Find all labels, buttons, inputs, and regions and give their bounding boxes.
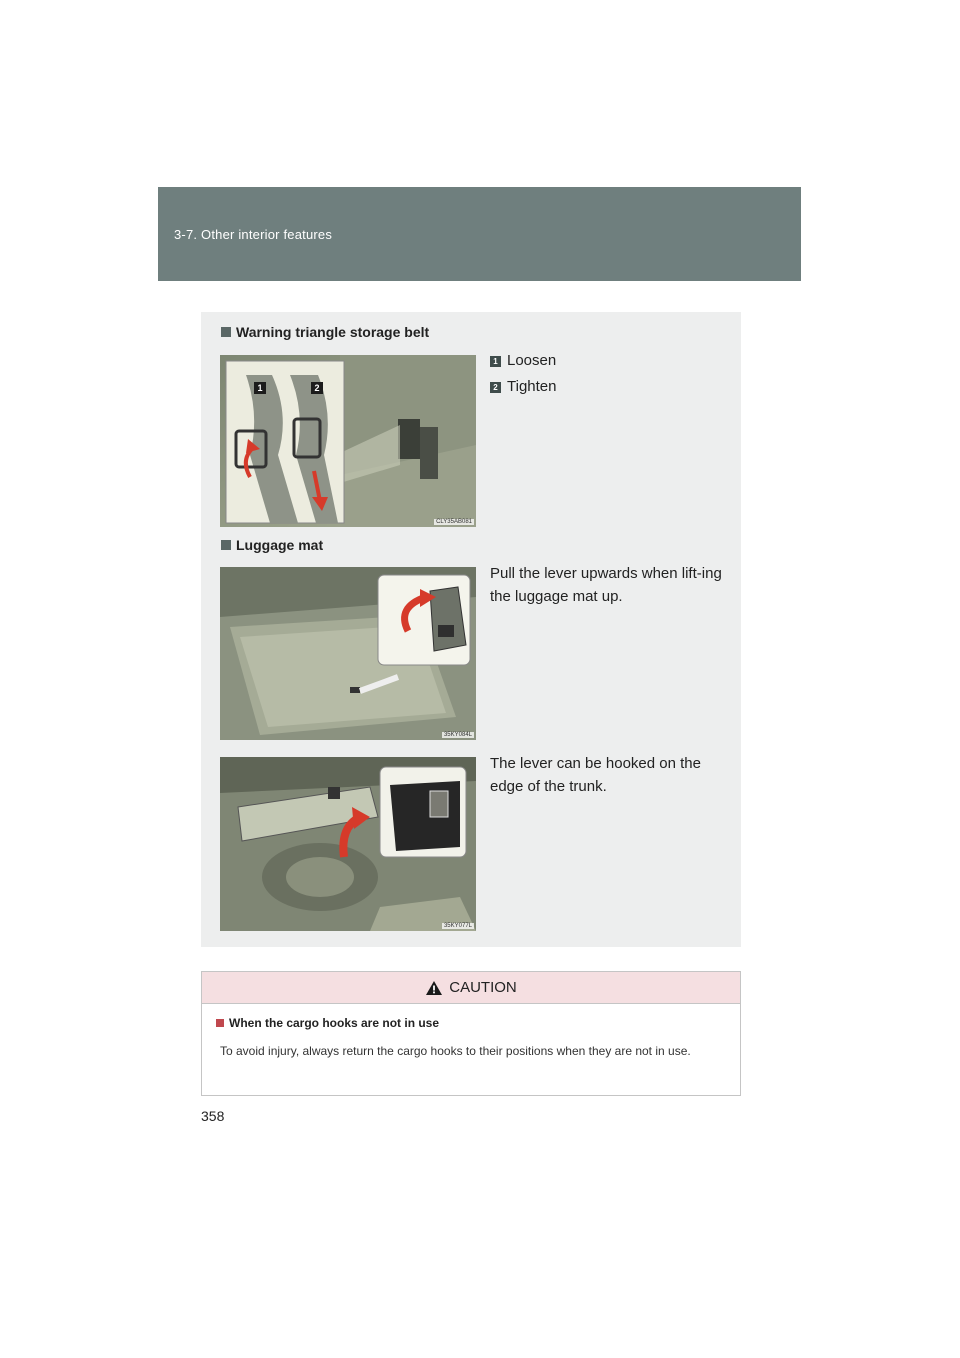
- step-label: Loosen: [507, 352, 557, 369]
- square-bullet-icon: [221, 540, 231, 550]
- chapter-title: 3-7. Other interior features: [174, 227, 333, 242]
- chapter-header: [158, 187, 801, 281]
- callout-2: 2: [311, 382, 323, 394]
- page-number: 358: [201, 1108, 225, 1124]
- figure-code: 35KY077L: [443, 923, 472, 929]
- section-heading-warning-triangle: Warning triangle storage belt: [221, 324, 429, 340]
- square-bullet-icon: [221, 327, 231, 337]
- caution-header: [202, 972, 740, 1004]
- figure-luggage-mat-lift: [220, 567, 476, 740]
- caution-body: To avoid injury, always return the cargo hooks to their positions when they are not in use.: [220, 1044, 691, 1058]
- caution-box: [201, 971, 741, 1096]
- callout-1: 1: [254, 382, 266, 394]
- square-bullet-icon: [216, 1019, 224, 1027]
- caution-title: CAUTION: [449, 979, 517, 996]
- figure-lever-hooked: [220, 757, 476, 931]
- section-heading-luggage-mat: Luggage mat: [221, 537, 323, 553]
- warning-triangle-icon: [425, 980, 443, 996]
- caution-subheading: When the cargo hooks are not in use: [216, 1016, 439, 1030]
- trunk-belt-illustration: [220, 355, 476, 527]
- step-number-2: 2: [490, 382, 501, 393]
- step-label: Tighten: [507, 378, 557, 395]
- lever-hooked-description: The lever can be hooked on the edge of the trunk.: [490, 755, 701, 795]
- step-number-1: 1: [490, 356, 501, 367]
- luggage-mat-lever-illustration: [220, 567, 476, 740]
- lever-hook-trunk-illustration: [220, 757, 476, 931]
- step-tighten: [490, 378, 556, 395]
- figure-code: CLY35AB081: [436, 519, 472, 525]
- content-panel: [201, 312, 741, 947]
- figure-code: 35KY084L: [443, 732, 472, 738]
- step-loosen: [490, 352, 556, 369]
- luggage-mat-lift-description: Pull the lever upwards when lift-ing the luggage mat up.: [490, 565, 722, 605]
- figure-warning-triangle-belt: [220, 355, 476, 527]
